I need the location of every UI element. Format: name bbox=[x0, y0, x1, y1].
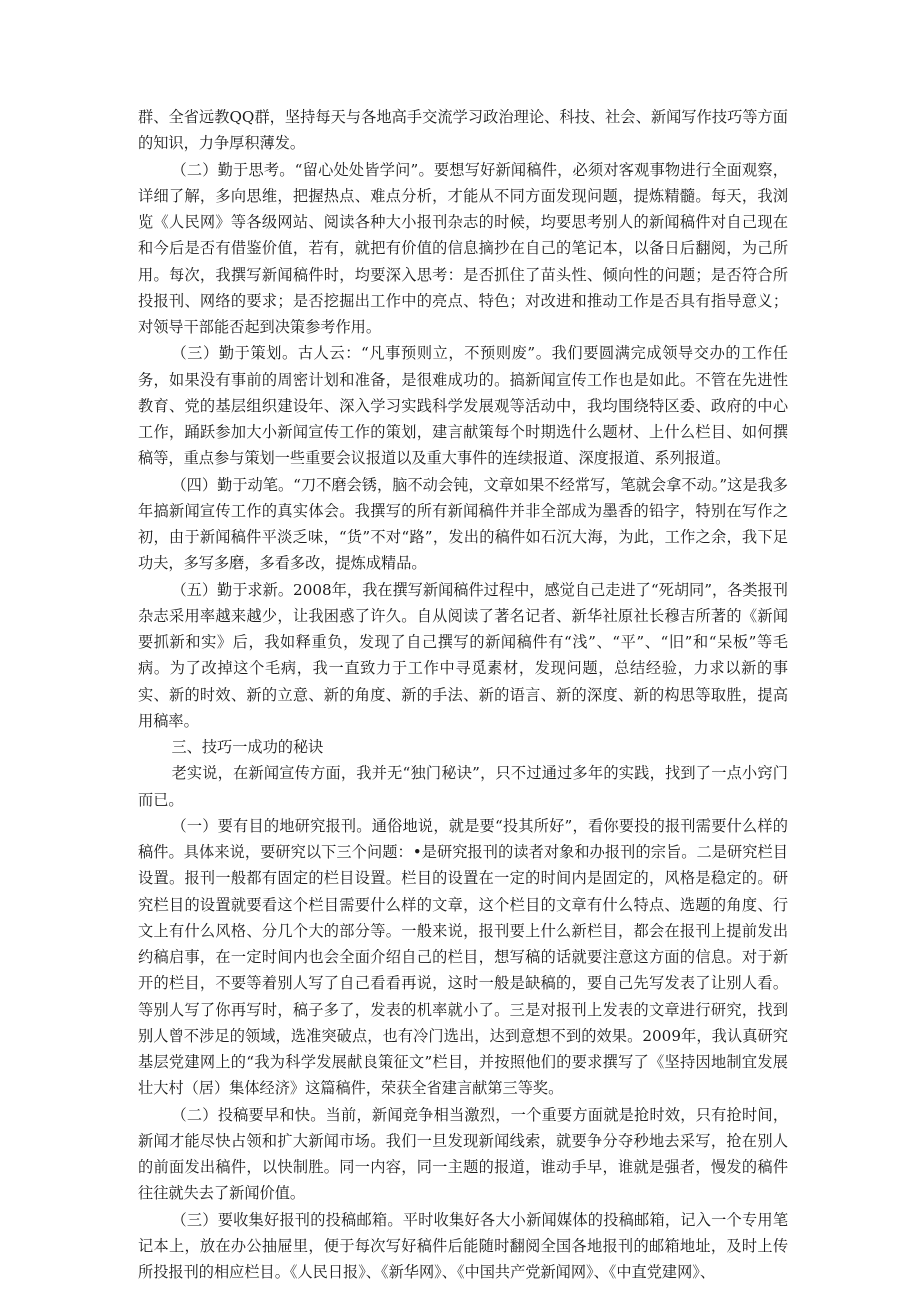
paragraph: （一）要有目的地研究报刊。通俗地说，就是要“投其所好”，看你要投的报刊需要什么样的稿件。具体来说，要研究以下三个问题：•是研究报刊的读者对象和办报刊的宗旨。二是研究栏目设置。报刊一般都有固定的栏目设置。栏目的设置在一定的时间内是固定的，风格是稳定的。研究栏目的设置就要看这个栏目需要什么样的文章，这个栏目的文章有什么特点、选题的角度、行文上有什么风格、分几个大的部分等。一般来说，报刊要上什么新栏目，都会在报刊上提前发出约稿启事，在一定时间内也会全面介绍自己的栏目，想写稿的话就要注意这方面的信息。对于新开的栏目，不要等着别人写了自己看看再说，这时一般是缺稿的，要自己先写发表了让别人看。等别人写了你再写时，稿子多了，发表的机率就小了。三是对报刊上发表的文章进行研究，找到别人曾不涉足的领域，选准突破点，也有冷门选出，达到意想不到的效果。2009年，我认真研究基层党建网上的“我为科学发展献良策征文”栏目，并按照他们的要求撰写了《坚持因地制宜发展壮大村（居）集体经济》这篇稿件，荣获全省建言献第三等奖。 bbox=[138, 816, 788, 1098]
paragraph: （二）投稿要早和快。当前，新闻竞争相当激烈，一个重要方面就是抢时效，只有抢时间，新闻才能尽快占领和扩大新闻市场。我们一旦发现新闻线索，就要争分夺秒地去采写，抢在别人的前面发出稿件，以快制胜。同一内容，同一主题的报道，谁动手早，谁就是强者，慢发的稿件往往就失去了新闻价值。 bbox=[138, 1105, 788, 1203]
paragraph: （二）勤于思考。“留心处处皆学问”。要想写好新闻稿件，必须对客观事物进行全面观察，详细了解，多向思维，把握热点、难点分析，才能从不同方面发现问题，提炼精髓。每天，我浏览《人民网》等各级网站、阅读各种大小报刊杂志的时候，均要思考别人的新闻稿件对自己现在和今后是否有借鉴价值，若有，就把有价值的信息摘抄在自己的笔记本，以备日后翻阅，为己所用。每次，我撰写新闻稿件时，均要深入思考：是否抓住了苗头性、倾向性的问题；是否符合所投报刊、网络的要求；是否挖掘出工作中的亮点、特色；对改进和推动工作是否具有指导意义；对领导干部能否起到决策参考作用。 bbox=[138, 160, 788, 336]
paragraph: 老实说，在新闻宣传方面，我并无“独门秘诀”，只不过通过多年的实践，找到了一点小窍门而已。 bbox=[138, 764, 788, 809]
paragraph: 群、全省远教QQ群，坚持每天与各地高手交流学习政治理论、科技、社会、新闻写作技巧等方面的知识，力争厚积薄发。 bbox=[138, 108, 788, 153]
paragraph: （五）勤于求新。2008年，我在撰写新闻稿件过程中，感觉自己走进了“死胡同”，各类报刊杂志采用率越来越少，让我困惑了许久。自从阅读了著名记者、新华社原社长穆吉所著的《新闻要抓新和实》后，我如释重负，发现了自己撰写的新闻稿件有“浅”、“平”、“旧”和“呆板”等毛病。为了改掉这个毛病，我一直致力于工作中寻觅素材，发现问题，总结经验，力求以新的事实、新的时效、新的立意、新的角度、新的手法、新的语言、新的深度、新的构思等取胜，提高用稿率。 bbox=[138, 580, 788, 730]
body-text bbox=[138, 104, 788, 1285]
section-heading: 三、技巧一成功的秘诀 bbox=[171, 738, 324, 756]
paragraph: （三）要收集好报刊的投稿邮箱。平时收集好各大小新闻媒体的投稿邮箱，记入一个专用笔记本上，放在办公抽屉里，便于每次写好稿件后能随时翻阅全国各地报刊的邮箱地址，及时上传所投报刊的相应栏目。《人民日报》、《新华网》、《中国共产党新闻网》、《中直党建网》、 bbox=[138, 1210, 788, 1281]
paragraph: （四）勤于动笔。“刀不磨会锈，脑不动会钝，文章如果不经常写，笔就会拿不动。”这是我多年搞新闻宣传工作的真实体会。我撰写的所有新闻稿件并非全部成为墨香的铅字，特别在写作之初，由于新闻稿件平淡乏味，“货”不对“路”，发出的稿件如石沉大海，为此，工作之余，我下足功夫，多写多磨，多看多改，提炼成精品。 bbox=[138, 475, 788, 573]
paragraph: （三）勤于策划。古人云：“凡事预则立，不预则废”。我们要圆满完成领导交办的工作任务，如果没有事前的周密计划和准备，是很难成功的。搞新闻宣传工作也是如此。不管在先进性教育、党的基层组织建设年、深入学习实践科学发展观等活动中，我均围绕特区委、政府的中心工作，踊跃参加大小新闻宣传工作的策划，建言献策每个时期选什么题材、上什么栏目、如何撰稿等，重点参与策划一些重要会议报道以及重大事件的连续报道、深度报道、系列报道。 bbox=[138, 344, 788, 468]
